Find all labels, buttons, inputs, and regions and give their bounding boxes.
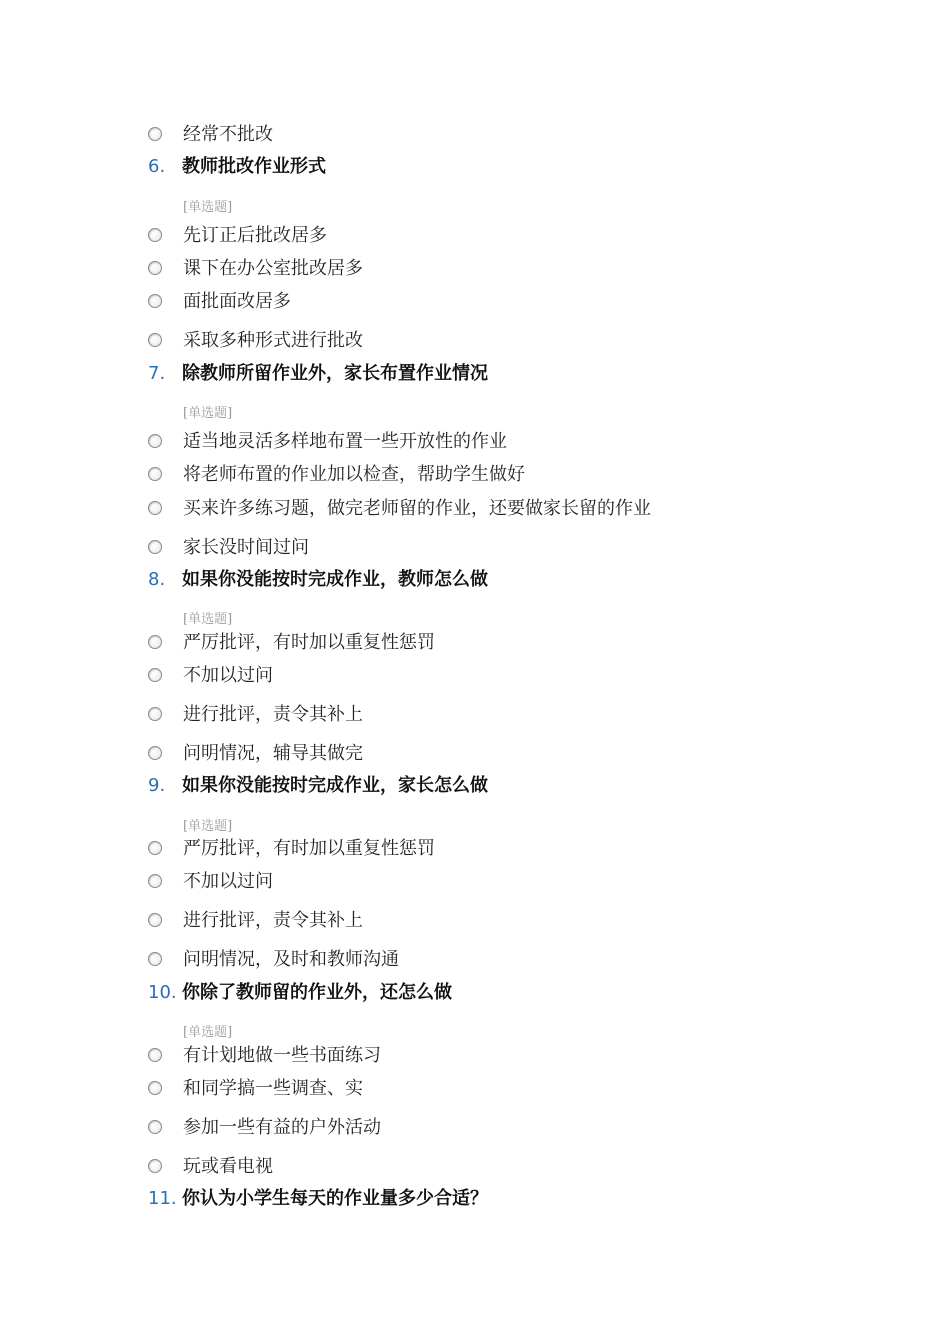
option-label: 不加以过问 <box>183 871 273 892</box>
radio-button[interactable] <box>148 841 162 855</box>
option-label: 问明情况，辅导其做完 <box>183 743 363 764</box>
radio-button[interactable] <box>148 913 162 927</box>
question-title: 教师批改作业形式 <box>182 156 326 177</box>
radio-button[interactable] <box>148 746 162 760</box>
radio-button[interactable] <box>148 261 162 275</box>
option-label: 适当地灵活多样地布置一些开放性的作业 <box>183 431 507 452</box>
radio-button[interactable] <box>148 1159 162 1173</box>
question-number: 8. <box>148 569 166 590</box>
radio-button[interactable] <box>148 540 162 554</box>
option-label: 进行批评，责令其补上 <box>183 910 363 931</box>
radio-button[interactable] <box>148 707 162 721</box>
option-label: 进行批评，责令其补上 <box>183 704 363 725</box>
option-label: 有计划地做一些书面练习 <box>183 1045 381 1066</box>
option-label: 不加以过问 <box>183 665 273 686</box>
question-title: 你认为小学生每天的作业量多少合适？ <box>182 1188 488 1209</box>
option-label: 面批面改居多 <box>183 291 291 312</box>
radio-button[interactable] <box>148 668 162 682</box>
option-label: 严厉批评，有时加以重复性惩罚 <box>183 838 435 859</box>
option-label: 课下在办公室批改居多 <box>183 258 363 279</box>
question-type-label: [单选题] <box>183 612 233 627</box>
option-label: 问明情况，及时和教师沟通 <box>183 949 399 970</box>
radio-button[interactable] <box>148 127 162 141</box>
question-number: 11. <box>148 1188 177 1209</box>
radio-button[interactable] <box>148 333 162 347</box>
option-label: 和同学搞一些调查、实 <box>183 1078 363 1099</box>
option-label: 采取多种形式进行批改 <box>183 330 363 351</box>
radio-button[interactable] <box>148 501 162 515</box>
radio-button[interactable] <box>148 1081 162 1095</box>
radio-button[interactable] <box>148 228 162 242</box>
radio-button[interactable] <box>148 1048 162 1062</box>
radio-button[interactable] <box>148 952 162 966</box>
radio-button[interactable] <box>148 467 162 481</box>
option-label: 参加一些有益的户外活动 <box>183 1117 381 1138</box>
question-type-label: [单选题] <box>183 1025 233 1040</box>
question-title: 你除了教师留的作业外，还怎么做 <box>182 982 452 1003</box>
option-label: 家长没时间过问 <box>183 537 309 558</box>
question-type-label: [单选题] <box>183 406 233 421</box>
radio-button[interactable] <box>148 874 162 888</box>
question-number: 9. <box>148 775 166 796</box>
option-label: 将老师布置的作业加以检查，帮助学生做好 <box>183 464 525 485</box>
question-type-label: [单选题] <box>183 200 233 215</box>
option-label: 经常不批改 <box>183 124 273 145</box>
question-title: 如果你没能按时完成作业，教师怎么做 <box>182 569 488 590</box>
question-number: 7. <box>148 363 166 384</box>
option-label: 买来许多练习题，做完老师留的作业，还要做家长留的作业 <box>183 498 651 519</box>
question-number: 10. <box>148 982 177 1003</box>
radio-button[interactable] <box>148 635 162 649</box>
question-title: 除教师所留作业外，家长布置作业情况 <box>182 363 488 384</box>
question-title: 如果你没能按时完成作业，家长怎么做 <box>182 775 488 796</box>
question-number: 6. <box>148 156 166 177</box>
radio-button[interactable] <box>148 434 162 448</box>
radio-button[interactable] <box>148 294 162 308</box>
radio-button[interactable] <box>148 1120 162 1134</box>
option-label: 玩或看电视 <box>183 1156 273 1177</box>
option-label: 严厉批评，有时加以重复性惩罚 <box>183 632 435 653</box>
option-label: 先订正后批改居多 <box>183 225 327 246</box>
question-type-label: [单选题] <box>183 819 233 834</box>
